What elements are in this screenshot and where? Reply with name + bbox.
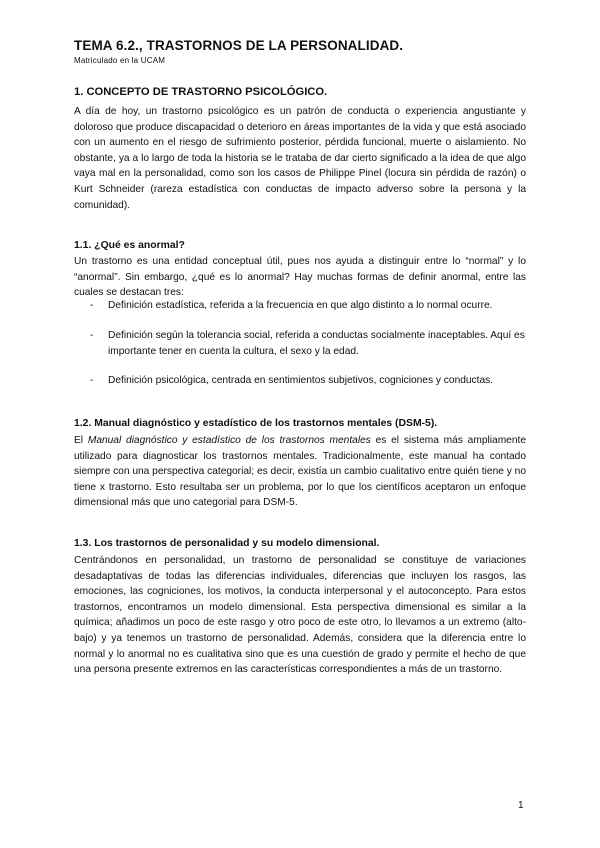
section-1-2-paragraph [74,433,526,511]
section-1-heading: 1. CONCEPTO DE TRASTORNO PSICOLÓGICO. [74,86,328,98]
section-1-1-heading: 1.1. ¿Qué es anormal? [74,240,185,251]
paragraph-text: es el sistema más ampliamente utilizado para diagnosticar los trastornos mentales. Tradicionalmente, este manual ha contado siempre con una perspectiva categorial; es decir, existía un cambio cualitativo entre quién tiene y no tiene x trastorno. Esto resultaba ser un problema, por lo que los científicos aceptaron un enfoque dimensional más que uno categorial para DSM-5. [74,435,527,509]
list-item-text: Definición según la tolerancia social, referida a conductas socialmente inaceptables. Aquí es importante tener en cuenta la cultura, el sexo y la edad. [108,330,525,357]
section-1-2-heading: 1.2. Manual diagnóstico y estadístico de los trastornos mentales (DSM-5). [74,418,438,429]
section-1-paragraph: A día de hoy, un trastorno psicológico es un patrón de conducta o experiencia angustiante y doloroso que produce discapacidad o deterioro en áreas importantes de la vida y que está asociado con un aumento en el riesgo de sufrimiento posterior, pérdida funcional, muerte o aislamiento. No obstante, ya a lo largo de toda la historia se le trataba de dar cierto significado a la idea de que algo vaya mal en la personalidad, como son los casos de Philippe Pinel (locura sin pérdida de razón) o Kurt Schneider (rareza estadística con conductas de impacto adverso sobre la persona y la comunidad). [74,106,526,211]
manual-title-italic: Manual diagnóstico y estadístico de los trastornos mentales [87,435,371,446]
section-1-1-paragraph: Un trastorno es una entidad conceptual útil, pues nos ayuda a distinguir entre lo “normal” y lo “anormal”. Sin embargo, ¿qué es lo anormal? Hay muchas formas de definir anormal, entre las cuales se destacan tres: [74,256,526,299]
bullet-marker: - [90,375,94,386]
page-number: 1 [518,800,524,811]
bullet-marker: - [90,300,94,311]
document-subtitle: Matriculado en la UCAM [74,56,166,65]
section-1-3-heading: 1.3. Los trastornos de personalidad y su modelo dimensional. [74,538,380,549]
list-item-text: Definición estadística, referida a la frecuencia en que algo distinto a lo normal ocurre. [108,300,493,311]
document-title: TEMA 6.2., TRASTORNOS DE LA PERSONALIDAD. [74,38,404,53]
paragraph-text: El [74,435,84,446]
list-item-text: Definición psicológica, centrada en sentimientos subjetivos, cogniciones y conductas. [108,375,494,386]
section-1-3-paragraph: Centrándonos en personalidad, un trastorno de personalidad se constituye de variaciones desadaptativas de todas las diferencias individuales, diferencias que incluyen los rasgos, las emociones, las cogniciones, los motivos, la conducta interpersonal y el autoconcepto. Para estos trastornos, encontramos un modelo dimensional. Esta perspectiva dimensional es similar a la química; añadimos un poco de este rasgo y otro poco de este otro, lo llevamos a un extremo (alto-bajo) y ya tenemos un trastorno de personalidad. Además, considera que la diferencia entre lo normal y lo anormal no es cualitativa sino que es una cuestión de grado y permite el hecho de que una persona presente extremos en las características correspondientes a más de un trastorno. [74,555,526,676]
bullet-marker: - [90,330,94,341]
